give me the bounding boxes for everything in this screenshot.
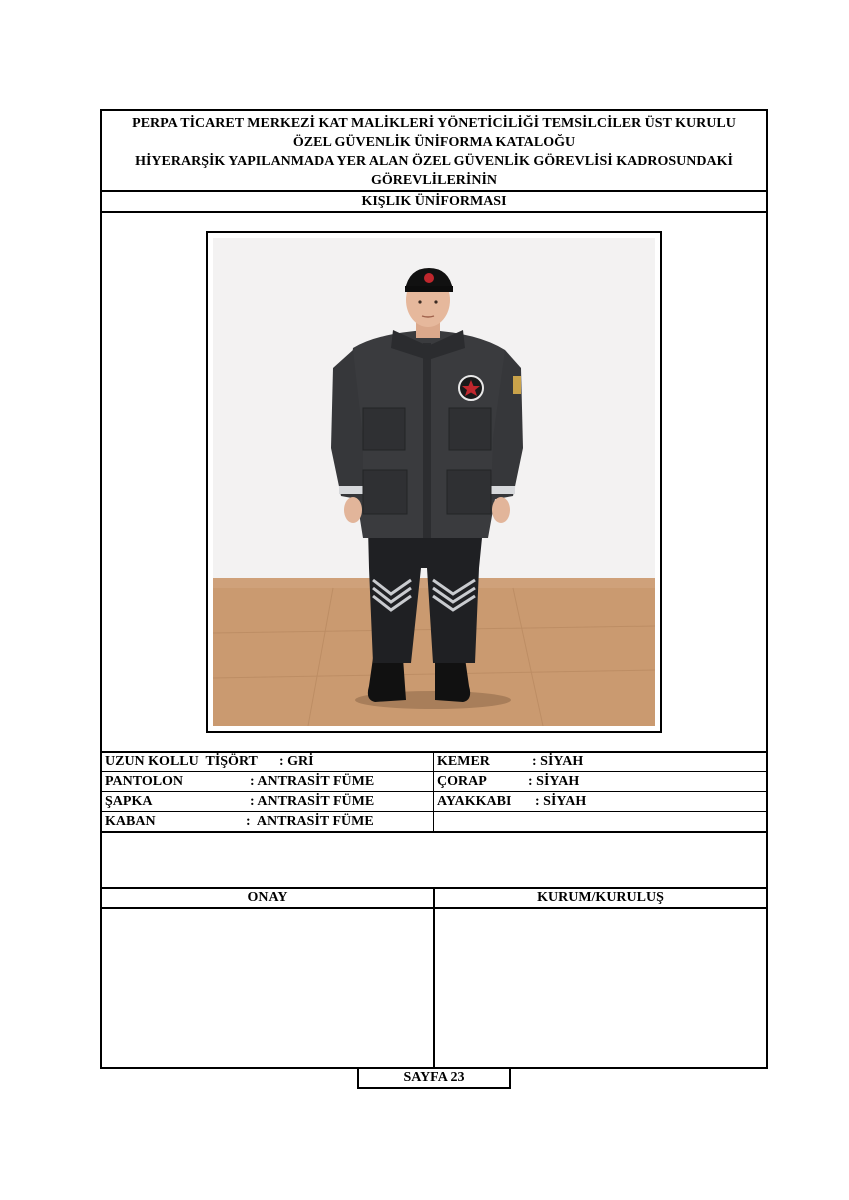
catalog-page-frame [100,109,768,1069]
header-line-2: ÖZEL GÜVENLİK ÜNİFORMA KATALOĞU [292,135,576,150]
page-number: SAYFA 23 [357,1067,511,1089]
spec-row-divider [102,811,766,812]
uniform-photo-frame [206,231,662,733]
catalog-header [102,111,766,192]
approval-header-onay: ONAY [247,890,288,905]
item-value-pants: : ANTRASİT FÜME [250,774,375,789]
item-value-hat: : ANTRASİT FÜME [250,794,375,809]
item-label-coat: KABAN [105,814,156,829]
item-label-shoes: AYAKKABI [437,794,512,809]
item-value-tshirt: : GRİ [279,754,314,769]
item-value-shoes: : SİYAH [535,794,587,809]
item-value-socks: : SİYAH [528,774,580,789]
notes-box-top-border [102,831,766,833]
item-label-pants: PANTOLON [105,774,184,789]
item-value-belt: : SİYAH [532,754,584,769]
approval-header-institution: KURUM/KURULUŞ [537,890,664,905]
header-line-4: GÖREVLİLERİNİN [370,173,498,188]
item-label-belt: KEMER [437,754,490,769]
institution-signature-area [435,909,766,1067]
item-label-socks: ÇORAP [437,774,487,789]
approval-signature-area [102,909,433,1067]
header-line-3: HİYERARŞİK YAPILANMADA YER ALAN ÖZEL GÜVENLİK GÖREVLİSİ KADROSUNDAKİ [135,154,733,169]
header-line-1: PERPA TİCARET MERKEZİ KAT MALİKLERİ YÖNETİCİLİĞİ TEMSİLCİLER ÜST KURULU [132,116,736,131]
uniform-photo [213,238,655,726]
spec-column-divider [433,751,434,832]
item-label-tshirt: UZUN KOLLU TİŞÖRT [105,754,258,769]
item-label-hat: ŞAPKA [105,794,153,809]
section-title: KIŞLIK ÜNİFORMASI [102,192,766,213]
item-value-coat: : ANTRASİT FÜME [246,814,374,829]
spec-row-divider [102,791,766,792]
